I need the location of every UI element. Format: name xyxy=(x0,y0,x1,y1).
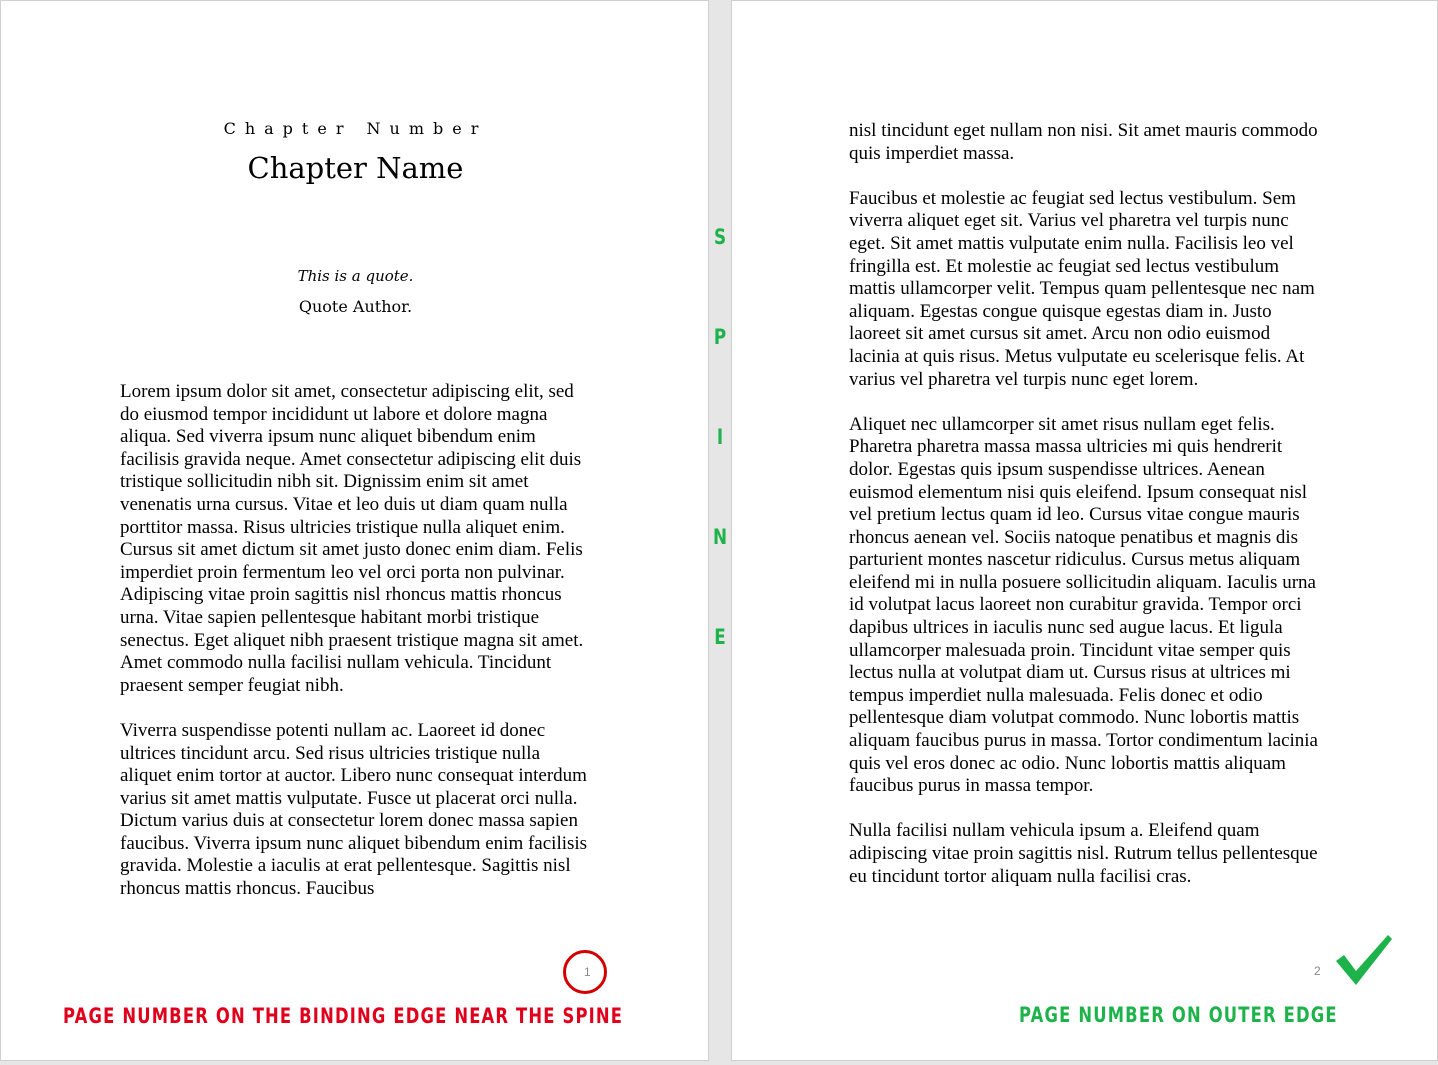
spine-letter: S xyxy=(713,225,727,249)
outer-edge-annotation: PAGE NUMBER ON OUTER EDGE xyxy=(1019,1003,1338,1027)
page-number-left: 1 xyxy=(584,965,591,979)
left-page xyxy=(0,0,709,1061)
paragraph: nisl tincidunt eget nullam non nisi. Sit amet mauris commodo quis imperdiet massa. xyxy=(849,120,1318,164)
quote-text: This is a quote. xyxy=(297,267,414,285)
page-number-right: 2 xyxy=(1314,964,1321,978)
paragraph: Aliquet nec ullamcorper sit amet risus nullam eget felis. Pharetra pharetra massa massa ultricies mi quis hendrerit dolor. Egestas quis ipsum suspendisse ultrices. Aenean euismod elementum nisi quis eleifend. Ipsum consequat nisl vel pretium lectus quam id leo. Cursus vitae congue mauris rhoncus aenean vel. Sociis natoque penatibus et magnis dis parturient montes nascetur ridiculus. Cursus metus aliquam eleifend mi in nulla posuere sollicitudin aliquam. Iaculis urna id volutpat lacus laoreet non curabitur gravida. Tempor orci dapibus ultrices in iaculis nunc sed augue lacus. Et ligula ullamcorper malesuada proin. Tincidunt vitae semper quis lectus nulla at volutpat diam ut. Cursus risus at ultrices mi tempus imperdiet nulla malesuada. Felis donec et odio pellentesque diam volutpat commodo. Nunc lobortis mattis aliquam faucibus purus in massa. Tortor condimentum lacinia quis vel eros donec ac odio. Nunc lobortis mattis aliquam faucibus purus in massa tempor. xyxy=(849,413,1318,797)
spine-letter: I xyxy=(716,425,724,449)
right-page xyxy=(731,0,1438,1061)
paragraph: Viverra suspendisse potenti nullam ac. Laoreet id donec ultrices tincidunt arcu. Sed risus ultricies tristique nulla aliquet enim tortor at auctor. Libero nunc consequat interdum varius sit amet mattis vulputate. Fusce ut placerat orci nulla. Dictum varius duis at consectetur lorem donec massa sapien faucibus. Viverra ipsum nunc aliquet bibendum enim facilisis gravida. Molestie a iaculis at erat pellentesque. Sagittis nisl rhoncus mattis rhoncus. Faucibus xyxy=(120,719,588,900)
spine-letter: P xyxy=(713,325,727,349)
binding-edge-annotation: PAGE NUMBER ON THE BINDING EDGE NEAR THE SPINE xyxy=(63,1004,624,1028)
paragraph: Faucibus et molestie ac feugiat sed lectus vestibulum. Sem viverra aliquet eget sit. Varius vel pharetra vel turpis nunc eget. Sit amet mattis vulputate enim nulla. Facilisis leo vel fringilla est. Et molestie ac feugiat sed lectus vestibulum mattis ullamcorper velit. Tempus quam pellentesque nec nam aliquam. Egestas congue quisque egestas diam in. Justo laoreet sit amet cursus sit amet. Arcu non odio euismod lacinia at quis risus. Metus vulputate eu scelerisque felis. At varius vel pharetra vel turpis nunc eget lorem. xyxy=(849,187,1315,390)
chapter-number: Chapter Number xyxy=(223,119,488,138)
paragraph: Lorem ipsum dolor sit amet, consectetur adipiscing elit, sed do eiusmod tempor incididunt ut labore et dolore magna aliqua. Sed viverra ipsum nunc aliquet bibendum enim facilisis gravida neque. Amet consectetur adipiscing elit duis tristique sollicitudin nibh sit. Dignissim enim sit amet venenatis urna cursus. Vitae et leo duis ut diam quam nulla porttitor massa. Risus ultricies tristique nulla aliquet enim. Cursus sit amet dictum sit amet justo donec enim diam. Felis imperdiet proin fermentum leo vel orci porta non pulvinar. Adipiscing vitae proin sagittis nisl rhoncus mattis rhoncus urna. Vitae sapien pellentesque habitant morbi tristique senectus. Eget aliquet nibh praesent tristique magna sit amet. Amet commodo nulla facilisi nullam vehicula. Tincidunt praesent semper feugiat nibh. xyxy=(120,381,584,696)
spine-letter: E xyxy=(714,625,726,649)
right-page-body[interactable] xyxy=(849,120,1325,911)
spine-letter: N xyxy=(712,525,728,549)
green-checkmark-icon xyxy=(1334,931,1394,987)
quote-author: Quote Author. xyxy=(298,297,413,316)
chapter-name: Chapter Name xyxy=(247,151,464,185)
left-page-body[interactable] xyxy=(120,381,592,923)
paragraph: Nulla facilisi nullam vehicula ipsum a. Eleifend quam adipiscing vitae proin sagittis nisl. Rutrum tellus pellentesque eu tincidunt tortor aliquam nulla facilisi cras. xyxy=(849,820,1318,887)
